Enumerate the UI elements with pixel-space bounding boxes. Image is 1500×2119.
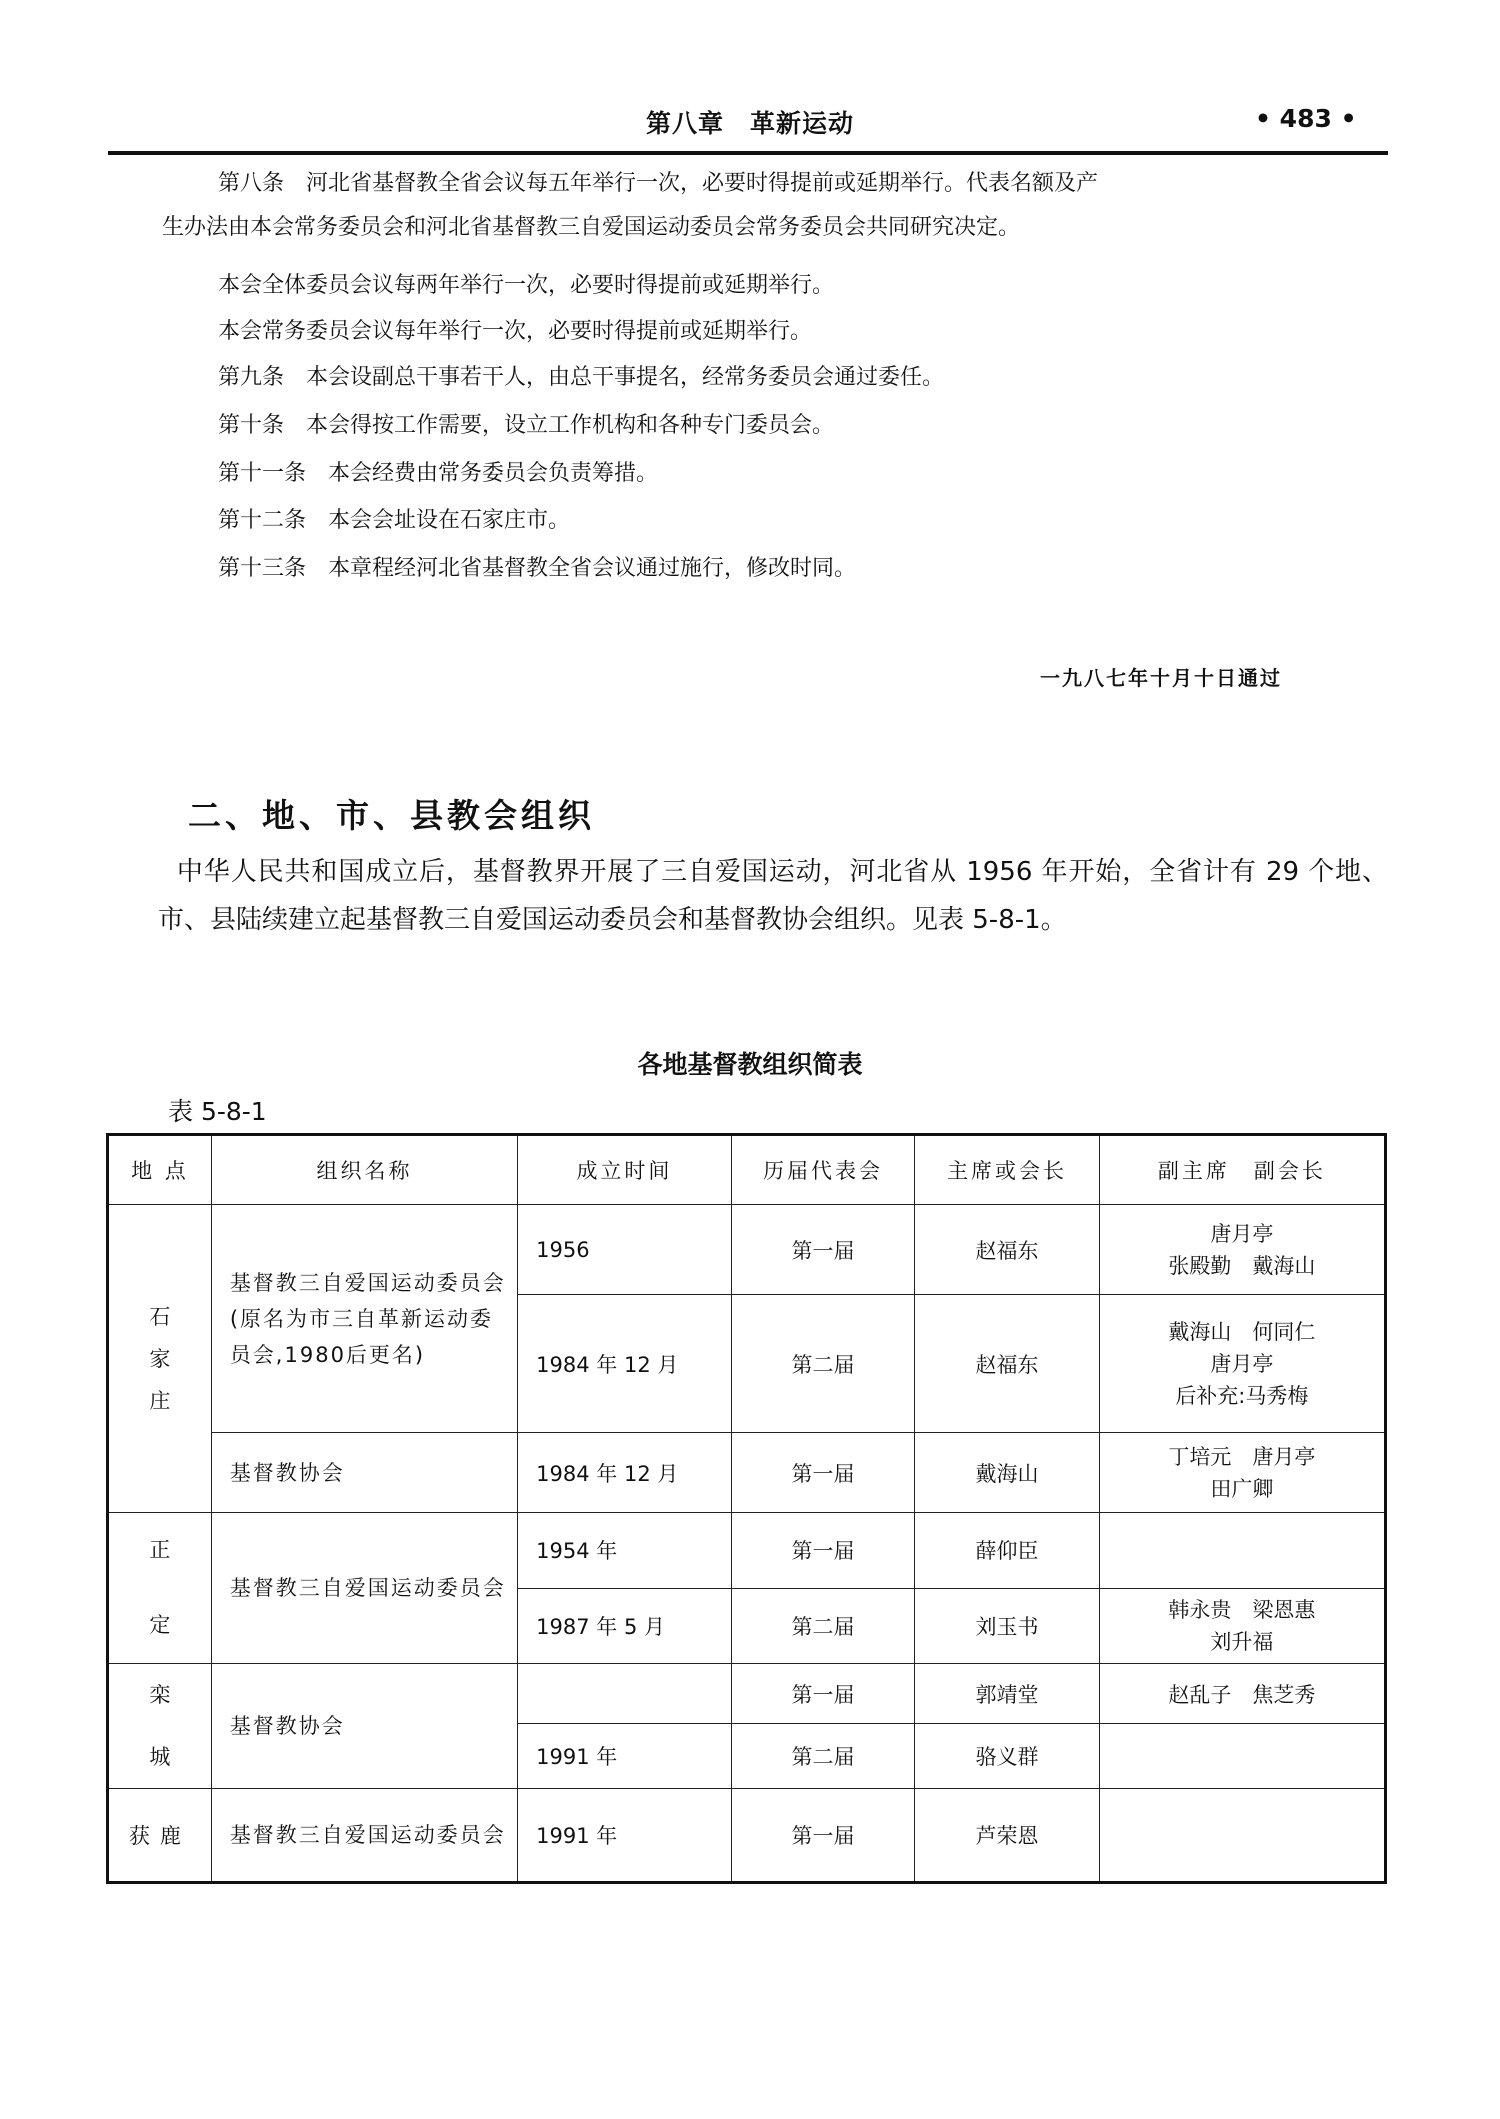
chair-cell: 刘玉书 [915, 1588, 1100, 1664]
running-header-chapter: 第八章 革新运动 [645, 109, 854, 138]
org-name-cell: 基督教三自爱国运动委员会 [211, 1789, 517, 1883]
vice-line: 唐月亭 [1210, 1221, 1274, 1246]
chair-cell: 郭靖堂 [915, 1664, 1100, 1724]
header-location: 地 点 [108, 1135, 212, 1205]
vice-line: 唐月亭 [1210, 1351, 1274, 1376]
founded-cell: 1984 年 12 月 [518, 1433, 732, 1513]
vice-line: 韩永贵 梁恩惠 [1168, 1597, 1316, 1622]
org-name-cell: 基督教三自爱国运动委员会(原名为市三自革新运动委员会,1980后更名) [211, 1205, 517, 1433]
founded-cell: 1991 年 [518, 1724, 732, 1789]
founded-cell: 1991 年 [518, 1789, 732, 1883]
vice-line: 刘升福 [1210, 1629, 1274, 1654]
article-8-standing: 本会常务委员会议每年举行一次，必要时得提前或延期举行。 [218, 319, 813, 344]
article-10: 第十条 本会得按工作需要，设立工作机构和各种专门委员会。 [218, 413, 835, 438]
location-char: 栾城 [149, 1683, 171, 1769]
article-8-plenary: 本会全体委员会议每两年举行一次，必要时得提前或延期举行。 [218, 273, 835, 298]
chair-cell: 赵福东 [915, 1205, 1100, 1295]
article-12: 第十二条 本会会址设在石家庄市。 [218, 508, 571, 533]
vice-cell [1099, 1588, 1385, 1664]
vice-line: 戴海山 何同仁 [1168, 1319, 1316, 1344]
org-name-cell: 基督教三自爱国运动委员会 [211, 1513, 517, 1664]
article-11: 第十一条 本会经费由常务委员会负责筹措。 [218, 461, 659, 486]
section-heading: 二、地、市、县教会组织 [188, 796, 595, 835]
table-row [108, 1789, 1386, 1883]
org-name-cell: 基督教协会 [211, 1433, 517, 1513]
session-cell: 第二届 [731, 1295, 915, 1433]
section-body-text: 中华人民共和国成立后，基督教界开展了三自爱国运动，河北省从 1956 年开始，全省计有 29 个地、市、县陆续建立起基督教三自爱国运动委员会和基督教协会组织。见表 5-8-1。 [158, 857, 1388, 935]
org-name-cell: 基督教协会 [211, 1664, 517, 1789]
location-char: 石家庄 [149, 1304, 171, 1413]
table-row [108, 1513, 1386, 1589]
header-session: 历届代表会 [731, 1135, 915, 1205]
page-number: • 483 • [1255, 104, 1357, 133]
session-cell: 第一届 [731, 1789, 915, 1883]
location-char: 正定 [149, 1538, 171, 1637]
vice-line: 张殿勤 戴海山 [1168, 1253, 1316, 1278]
header-rule [108, 151, 1388, 155]
table-label: 表 5-8-1 [168, 1097, 267, 1126]
founded-cell: 1987 年 5 月 [518, 1588, 732, 1664]
table-row [108, 1205, 1386, 1295]
location-text: 获鹿 [128, 1824, 191, 1848]
founded-cell [518, 1664, 732, 1724]
vice-cell: 赵乱子 焦芝秀 [1099, 1664, 1385, 1724]
header-chair: 主席或会长 [915, 1135, 1100, 1205]
header-vice: 副主席 副会长 [1099, 1135, 1385, 1205]
article-8-line2: 生办法由本会常务委员会和河北省基督教三自爱国运动委员会常务委员会共同研究决定。 [162, 215, 1021, 240]
vice-line: 后补充:马秀梅 [1175, 1383, 1309, 1408]
session-cell: 第一届 [731, 1205, 915, 1295]
session-cell: 第二届 [731, 1588, 915, 1664]
session-cell: 第一届 [731, 1664, 915, 1724]
chair-cell: 戴海山 [915, 1433, 1100, 1513]
vice-cell [1099, 1724, 1385, 1789]
article-9: 第九条 本会设副总干事若干人，由总干事提名，经常务委员会通过委任。 [218, 365, 945, 390]
session-cell: 第一届 [731, 1513, 915, 1589]
vice-cell [1099, 1295, 1385, 1433]
vice-line: 田广卿 [1210, 1476, 1274, 1501]
header-org-name: 组织名称 [211, 1135, 517, 1205]
founded-cell: 1954 年 [518, 1513, 732, 1589]
session-cell: 第一届 [731, 1433, 915, 1513]
vice-line: 丁培元 唐月亭 [1168, 1444, 1316, 1469]
vice-cell [1099, 1513, 1385, 1589]
section-body [158, 848, 1388, 944]
adoption-date: 一九八七年十月十日通过 [1040, 666, 1282, 690]
vice-cell [1099, 1789, 1385, 1883]
founded-cell: 1956 [518, 1205, 732, 1295]
chair-cell: 薛仰臣 [915, 1513, 1100, 1589]
article-8-line1: 第八条 河北省基督教全省会议每五年举行一次，必要时得提前或延期举行。代表名额及产 [218, 171, 1099, 196]
session-cell: 第二届 [731, 1724, 915, 1789]
chair-cell: 芦荣恩 [915, 1789, 1100, 1883]
table-header-row [108, 1135, 1386, 1205]
location-cell [108, 1205, 212, 1513]
vice-cell [1099, 1205, 1385, 1295]
location-cell [108, 1789, 212, 1883]
table-row [108, 1433, 1386, 1513]
chair-cell: 赵福东 [915, 1295, 1100, 1433]
header-founded: 成立时间 [518, 1135, 732, 1205]
table-row [108, 1664, 1386, 1724]
location-cell [108, 1513, 212, 1664]
organization-table [106, 1133, 1387, 1884]
article-13: 第十三条 本章程经河北省基督教全省会议通过施行，修改时同。 [218, 556, 857, 581]
chair-cell: 骆义群 [915, 1724, 1100, 1789]
table-title: 各地基督教组织简表 [637, 1050, 863, 1079]
founded-cell: 1984 年 12 月 [518, 1295, 732, 1433]
location-cell [108, 1664, 212, 1789]
vice-cell [1099, 1433, 1385, 1513]
